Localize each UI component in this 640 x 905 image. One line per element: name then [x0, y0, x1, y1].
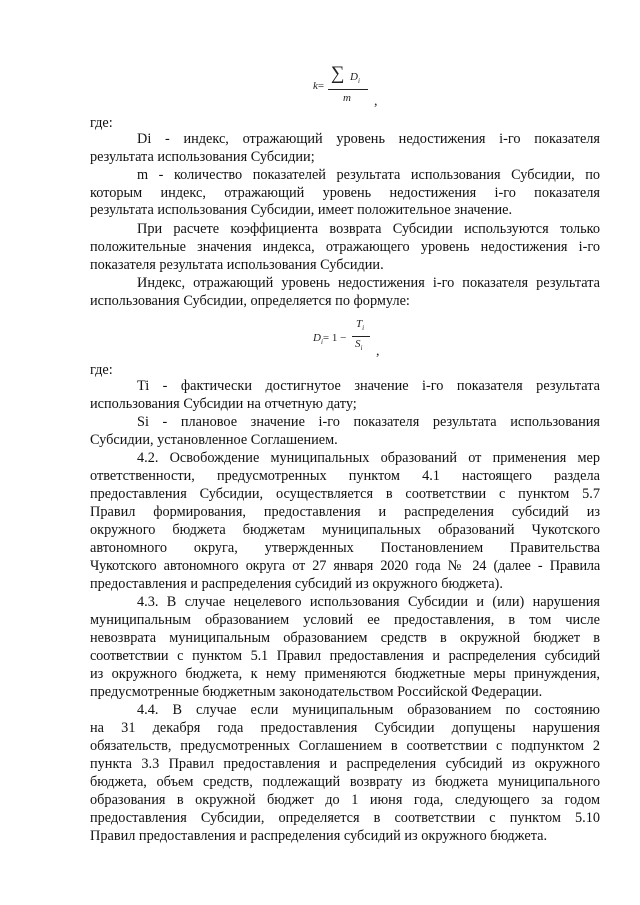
para-4-4-line: образования в окружной бюджет до 1 июня года, следующего за годом	[90, 792, 600, 808]
para-positive-line: показателя результата использования Субсидии.	[90, 257, 384, 273]
formula-di-comma: ,	[376, 344, 380, 359]
formula-di-lhs: $D_i= 1$ −	[313, 332, 347, 347]
formula-di	[0, 300, 640, 370]
sum-symbol: ∑	[331, 63, 345, 84]
para-4-2-line: предоставления Субсидии, осуществляется в соответствии с пунктом 5.7	[90, 486, 600, 502]
para-4-3-line: 4.3. В случае нецелевого использования Субсидии и (или) нарушения	[137, 594, 600, 610]
para-ti-line: использования Субсидии на отчетную дату;	[90, 396, 357, 412]
fraction-bar	[328, 89, 368, 90]
fraction-bar	[352, 336, 370, 337]
formula-k-comma: ,	[374, 94, 378, 109]
para-di-line: результата использования Субсидии;	[90, 149, 315, 165]
para-4-2-line: предоставления и распределения субсидий из окружного бюджета).	[90, 576, 503, 592]
para-4-2-line: автономного округа, утвержденных Постановлением Правительства	[90, 540, 600, 556]
para-4-3-line: из окружного бюджета, к нему применяются бюджетные меры принуждения,	[90, 666, 600, 682]
para-si-line: Si - плановое значение i-го показателя результата использования	[137, 414, 600, 430]
para-4-4-line: предоставления Субсидии, определяется в соответствии с пунктом 5.10	[90, 810, 600, 826]
para-4-4-line: обязательств, предусмотренных Соглашением в соответствии с подпунктом 2	[90, 738, 600, 754]
formula-di-numerator: $T_i$	[356, 318, 365, 333]
para-4-3-line: невозврата муниципальным образованием средств в окружной бюджет в	[90, 630, 600, 646]
para-index-line: Индекс, отражающий уровень недостижения i-го показателя результата	[137, 275, 600, 291]
para-positive-line: При расчете коэффициента возврата Субсидии используются только	[137, 221, 600, 237]
para-di-line: Di - индекс, отражающий уровень недостижения i-го показателя	[137, 131, 600, 147]
formula-di-denominator: $S_i$	[355, 338, 363, 353]
where-label: где:	[90, 115, 113, 131]
para-4-4-line: пункта 3.3 Правил предоставления и распределения субсидий из окружного	[90, 756, 600, 772]
para-4-3-line: муниципальным образованием условий ее предоставления, в том числе	[90, 612, 600, 628]
para-index-line: использования Субсидии, определяется по формуле:	[90, 293, 410, 309]
para-m-line: m - количество показателей результата использования Субсидии, по	[137, 167, 600, 183]
para-4-3-line: предусмотренные бюджетным законодательством Российской Федерации.	[90, 684, 543, 700]
para-4-4-line: на 31 декабря года предоставления Субсидии допущены нарушения	[90, 720, 600, 736]
formula-k-denominator: m	[343, 92, 351, 104]
para-4-4-line: бюджета, объем средств, подлежащий возврату из бюджета муниципального	[90, 774, 600, 790]
formula-k-numerator: $D_i$	[350, 71, 360, 86]
para-m-line: результата использования Субсидии, имеет положительное значение.	[90, 202, 513, 218]
para-si-line: Субсидии, установленное Соглашением.	[90, 432, 338, 448]
para-4-4-line: 4.4. В случае если муниципальным образованием по состоянию	[137, 702, 600, 718]
para-4-2-line: окружного бюджета бюджетам муниципальных образований Чукотского	[90, 522, 600, 538]
formula-k	[0, 0, 640, 110]
para-m-line: которым индекс, отражающий уровень недостижения i-го показателя	[90, 185, 600, 201]
para-positive-line: положительные значения индекса, отражающего уровень недостижения i-го	[90, 239, 600, 255]
para-4-4-line: Правил предоставления и распределения субсидий из окружного бюджета.	[90, 828, 548, 844]
para-4-2-line: Чукотского автономного округа от 27 января 2020 года № 24 (далее - Правила	[90, 558, 600, 574]
para-ti-line: Ti - фактически достигнутое значение i-го показателя результата	[137, 378, 600, 394]
para-4-2-line: ответственности, предусмотренных пунктом 4.1 настоящего раздела	[90, 468, 600, 484]
para-4-2-line: Правил формирования, предоставления и распределения субсидий из	[90, 504, 600, 520]
where-label: где:	[90, 362, 113, 378]
formula-k-lhs: k=	[313, 80, 325, 92]
para-4-3-line: соответствии с пунктом 5.1 Правил предоставления и распределения субсидий	[90, 648, 600, 664]
para-4-2-line: 4.2. Освобождение муниципальных образований от применения мер	[137, 450, 600, 466]
